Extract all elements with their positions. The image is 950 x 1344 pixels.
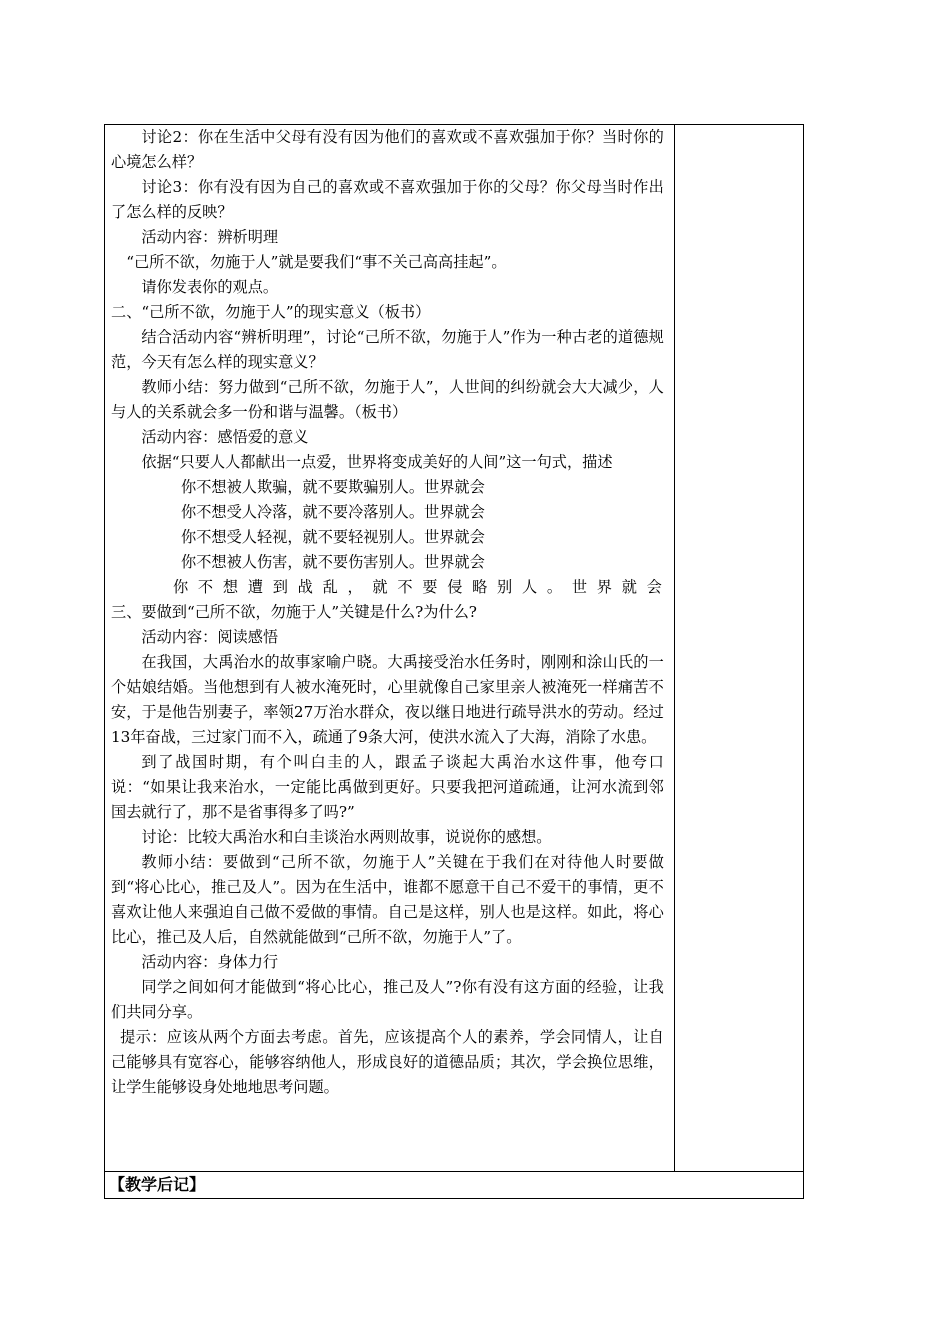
content-row (105, 125, 804, 1172)
sentence-pattern-task: 依据“只要人人都献出一点爱，世界将变成美好的人间”这一句式，描述 (141, 453, 613, 471)
sharing-question: 同学之间如何才能做到“将心比心，推己及人”?你有没有这方面的经验，让我们共同分享。 (111, 978, 664, 1021)
pattern-line-3: 你不想受人轻视，就不要轻视别人。世界就会 (181, 528, 485, 546)
teacher-summary-1: 教师小结：努力做到“己所不欲，勿施于人”，人世间的纠纷就会大大减少，人与人的关系就会多一份和谐与温馨。（板书） (111, 378, 664, 421)
activity-love: 活动内容：感悟爱的意义 (141, 428, 309, 446)
lesson-content (105, 125, 674, 1100)
hint-paragraph: 提示：应该从两个方面去考虑。首先，应该提高个人的素养，学会同情人，让自己能够具有宽容心，能够容纳他人，形成良好的道德品质；其次，学会换位思维，让学生能够设身处地地思考问题。 (111, 1028, 664, 1096)
section-3-heading: 三、要做到“己所不欲，勿施于人”关键是什么?为什么? (111, 603, 477, 621)
pattern-line-4: 你不想被人伤害，就不要伤害别人。世界就会 (181, 553, 485, 571)
activity-reading: 活动内容：阅读感悟 (141, 628, 279, 646)
pattern-line-2: 你不想受人冷落，就不要冷落别人。世界就会 (181, 503, 485, 521)
discussion-meaning: 结合活动内容“辨析明理”，讨论“己所不欲，勿施于人”作为一种古老的道德规范，今天有怎么样的现实意义？ (111, 328, 664, 371)
prompt-opinion: 请你发表你的观点。 (141, 278, 279, 296)
notes-column-cell (674, 125, 803, 1172)
teaching-notes-cell (105, 1172, 804, 1199)
section-2-heading: 二、“己所不欲，勿施于人”的现实意义（板书） (111, 303, 431, 321)
story-dayu: 在我国，大禹治水的故事家喻户晓。大禹接受治水任务时，刚刚和涂山氏的一个姑娘结婚。当他想到有人被水淹死时，心里就像自己家里亲人被淹死一样痛苦不安，于是他告别妻子，率领27万治水群众，夜以继日地进行疏导洪水的劳动。经过13年奋战，三过家门而不入，疏通了9条大河，使洪水流入了大海，消除了水患。 (111, 653, 664, 746)
teaching-notes-heading: 【教学后记】 (109, 1175, 206, 1194)
lesson-plan-table (104, 124, 804, 1199)
pattern-line-5: 你不想遭到战乱，就不要侵略别人。世界就会 (173, 578, 664, 596)
lesson-content-cell (105, 125, 675, 1172)
activity-practice: 活动内容：身体力行 (141, 953, 279, 971)
discussion-2: 讨论2：你在生活中父母有没有因为他们的喜欢或不喜欢强加于你？当时你的心境怎么样？ (111, 128, 664, 171)
discussion-compare: 讨论：比较大禹治水和白圭谈治水两则故事，说说你的感想。 (141, 828, 552, 846)
statement-quote: “己所不欲，勿施于人”就是要我们“事不关己高高挂起”。 (126, 253, 507, 271)
activity-analysis: 活动内容：辨析明理 (141, 228, 279, 246)
pattern-line-1: 你不想被人欺骗，就不要欺骗别人。世界就会 (181, 478, 485, 496)
story-baigui: 到了战国时期，有个叫白圭的人，跟孟子谈起大禹治水这件事，他夸口说：“如果让我来治水，一定能比禹做到更好。只要我把河道疏通，让河水流到邻国去就行了，那不是省事得多了吗?” (111, 753, 664, 821)
teacher-summary-2: 教师小结：要做到“己所不欲，勿施于人”关键在于我们在对待他人时要做到“将心比心，推己及人”。因为在生活中，谁都不愿意干自己不爱干的事情，更不喜欢让他人来强迫自己做不爱做的事情。自己是这样，别人也是这样。如此，将心比心，推己及人后，自然就能做到“己所不欲，勿施于人”了。 (111, 853, 664, 946)
footer-row (105, 1172, 804, 1199)
discussion-3: 讨论3：你有没有因为自己的喜欢或不喜欢强加于你的父母？你父母当时作出了怎么样的反映？ (111, 178, 664, 221)
